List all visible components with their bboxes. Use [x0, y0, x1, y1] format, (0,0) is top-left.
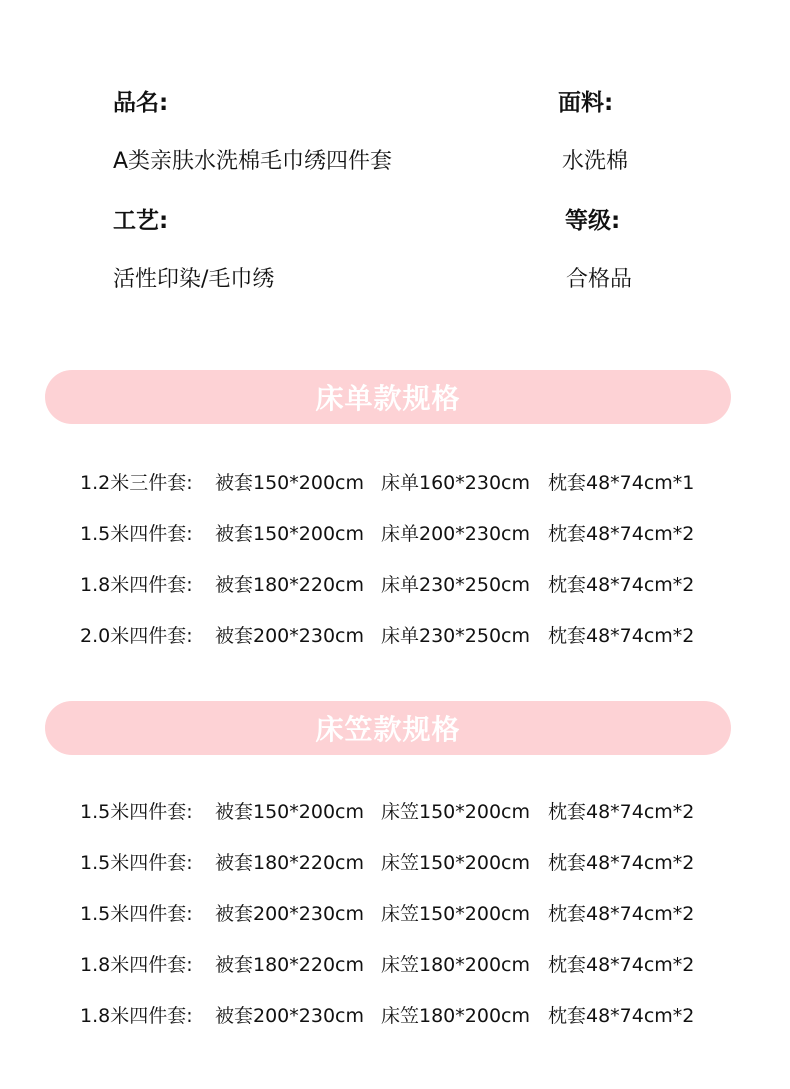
- spec-quilt: 被套180*220cm: [215, 852, 364, 874]
- spec-sheet: 床单230*250cm: [381, 625, 530, 647]
- fabric-value: 水洗棉: [562, 149, 629, 174]
- spec-size: 1.5米四件套:: [80, 903, 193, 925]
- spec-sheet: 床笠150*200cm: [381, 852, 530, 874]
- spec-size: 2.0米四件套:: [80, 625, 193, 647]
- spec-size: 1.5米四件套:: [80, 801, 193, 823]
- fabric-label: 面料:: [558, 90, 614, 116]
- spec-pillow: 枕套48*74cm*2: [548, 801, 695, 823]
- spec-quilt: 被套200*230cm: [215, 1005, 364, 1027]
- grade-label: 等级:: [565, 208, 621, 234]
- spec-pillow: 枕套48*74cm*1: [548, 472, 695, 494]
- spec-sheet: 床单230*250cm: [381, 574, 530, 596]
- grade-value: 合格品: [566, 267, 633, 292]
- product-name-value: A类亲肤水洗棉毛巾绣四件套: [113, 149, 393, 174]
- bedsheet-spec-row: [80, 570, 720, 600]
- product-name-label: 品名:: [113, 90, 169, 116]
- craft-value: 活性印染/毛巾绣: [113, 267, 275, 292]
- spec-size: 1.5米四件套:: [80, 852, 193, 874]
- spec-sheet: 床单160*230cm: [381, 472, 530, 494]
- spec-quilt: 被套150*200cm: [215, 523, 364, 545]
- spec-pillow: 枕套48*74cm*2: [548, 852, 695, 874]
- spec-pillow: 枕套48*74cm*2: [548, 574, 695, 596]
- bedsheet-spec-row: [80, 468, 720, 498]
- spec-quilt: 被套150*200cm: [215, 472, 364, 494]
- spec-size: 1.8米四件套:: [80, 1005, 193, 1027]
- spec-sheet: 床笠180*200cm: [381, 1005, 530, 1027]
- spec-sheet: 床笠150*200cm: [381, 801, 530, 823]
- fitted-spec-row: [80, 848, 720, 878]
- fitted-spec-row: [80, 950, 720, 980]
- spec-pillow: 枕套48*74cm*2: [548, 954, 695, 976]
- spec-pillow: 枕套48*74cm*2: [548, 523, 695, 545]
- spec-size: 1.8米四件套:: [80, 574, 193, 596]
- fitted-spec-title: 床笠款规格: [315, 713, 461, 746]
- spec-sheet: 床单200*230cm: [381, 523, 530, 545]
- spec-size: 1.2米三件套:: [80, 472, 193, 494]
- spec-pillow: 枕套48*74cm*2: [548, 1005, 695, 1027]
- bedsheet-spec-row: [80, 621, 720, 651]
- fitted-spec-row: [80, 1001, 720, 1031]
- fitted-spec-row: [80, 899, 720, 929]
- craft-label: 工艺:: [113, 208, 169, 234]
- spec-sheet: 床笠150*200cm: [381, 903, 530, 925]
- bedsheet-spec-row: [80, 519, 720, 549]
- spec-size: 1.8米四件套:: [80, 954, 193, 976]
- spec-quilt: 被套200*230cm: [215, 625, 364, 647]
- spec-quilt: 被套180*220cm: [215, 574, 364, 596]
- spec-sheet: 床笠180*200cm: [381, 954, 530, 976]
- spec-pillow: 枕套48*74cm*2: [548, 903, 695, 925]
- spec-quilt: 被套200*230cm: [215, 903, 364, 925]
- spec-quilt: 被套180*220cm: [215, 954, 364, 976]
- fitted-spec-banner: [45, 701, 731, 755]
- spec-pillow: 枕套48*74cm*2: [548, 625, 695, 647]
- spec-quilt: 被套150*200cm: [215, 801, 364, 823]
- fitted-spec-row: [80, 797, 720, 827]
- bedsheet-spec-banner: [45, 370, 731, 424]
- bedsheet-spec-title: 床单款规格: [315, 382, 461, 415]
- spec-size: 1.5米四件套:: [80, 523, 193, 545]
